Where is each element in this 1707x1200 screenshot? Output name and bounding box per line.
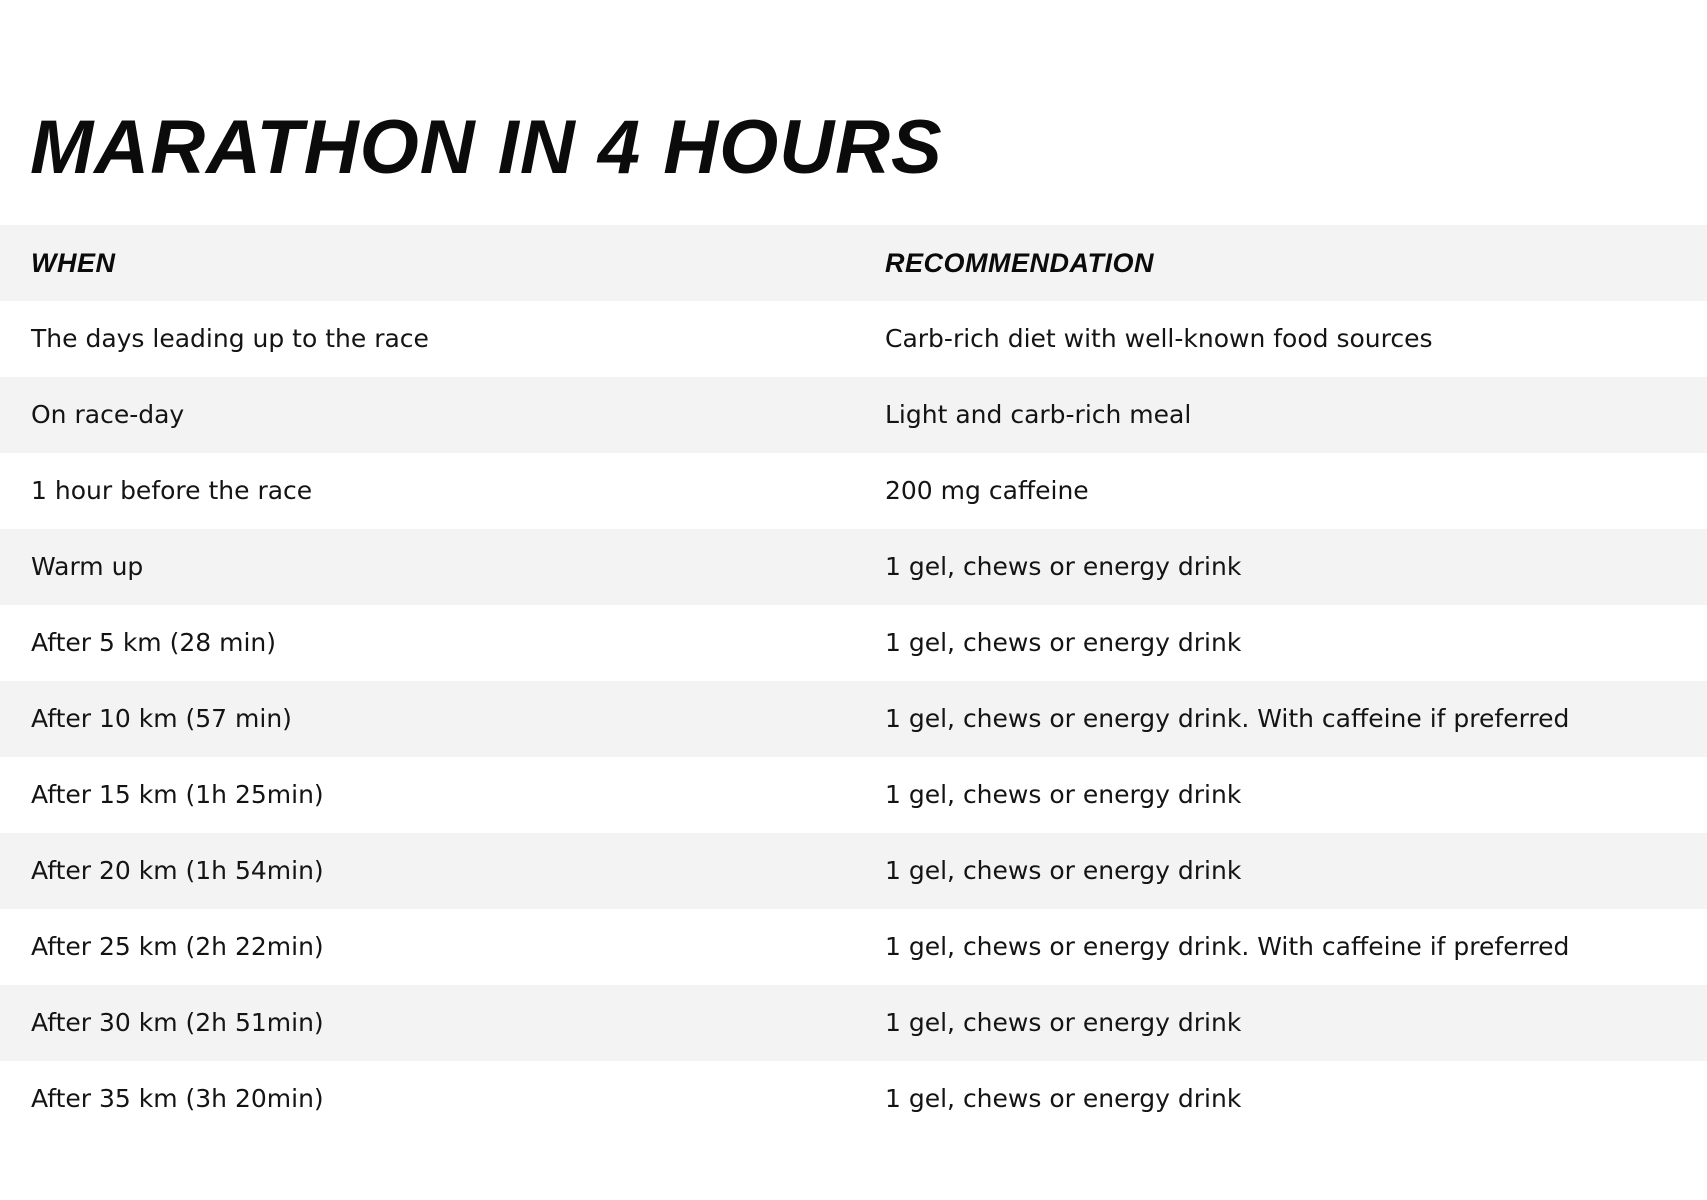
header-when: WHEN — [31, 248, 116, 278]
when-cell: Warm up — [31, 552, 144, 581]
table-row — [0, 757, 1707, 833]
recommendation-cell: Carb-rich diet with well-known food sources — [885, 324, 1433, 353]
recommendation-cell: 1 gel, chews or energy drink — [885, 856, 1242, 885]
when-cell: After 25 km (2h 22min) — [31, 932, 324, 961]
table-row — [0, 605, 1707, 681]
when-cell: After 30 km (2h 51min) — [31, 1008, 324, 1037]
table-row — [0, 681, 1707, 757]
table-row — [0, 909, 1707, 985]
table-row — [0, 529, 1707, 605]
when-cell: After 35 km (3h 20min) — [31, 1084, 324, 1113]
table-row — [0, 1061, 1707, 1137]
recommendation-cell: 1 gel, chews or energy drink — [885, 628, 1242, 657]
when-cell: The days leading up to the race — [31, 324, 429, 353]
when-cell: After 5 km (28 min) — [31, 628, 277, 657]
table-row — [0, 301, 1707, 377]
when-cell: After 15 km (1h 25min) — [31, 780, 324, 809]
when-cell: After 10 km (57 min) — [31, 704, 292, 733]
nutrition-table — [0, 225, 1707, 1137]
table-row — [0, 377, 1707, 453]
recommendation-cell: 1 gel, chews or energy drink — [885, 1084, 1242, 1113]
when-cell: After 20 km (1h 54min) — [31, 856, 324, 885]
recommendation-cell: Light and carb-rich meal — [885, 400, 1192, 429]
recommendation-cell: 1 gel, chews or energy drink. With caffeine if preferred — [885, 704, 1570, 733]
when-cell: 1 hour before the race — [31, 476, 313, 505]
page-title: MARATHON IN 4 HOURS — [30, 105, 943, 190]
recommendation-cell: 1 gel, chews or energy drink — [885, 552, 1242, 581]
recommendation-cell: 1 gel, chews or energy drink — [885, 1008, 1242, 1037]
table-row — [0, 985, 1707, 1061]
table-row — [0, 453, 1707, 529]
recommendation-cell: 1 gel, chews or energy drink. With caffeine if preferred — [885, 932, 1570, 961]
table-row — [0, 833, 1707, 909]
when-cell: On race-day — [31, 400, 185, 429]
recommendation-cell: 1 gel, chews or energy drink — [885, 780, 1242, 809]
table-header-row — [0, 225, 1707, 301]
recommendation-cell: 200 mg caffeine — [885, 476, 1089, 505]
header-recommendation: RECOMMENDATION — [885, 248, 1154, 278]
